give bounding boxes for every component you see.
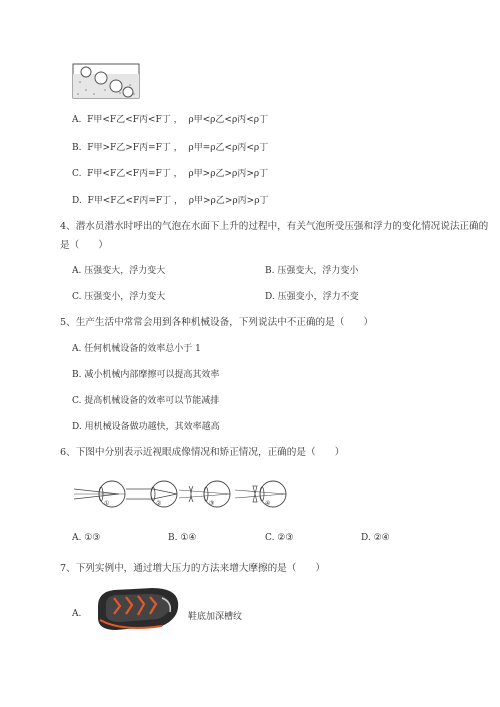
- q6-option-d[interactable]: D. ②④: [361, 533, 390, 543]
- shoe-sole-image: [92, 584, 182, 634]
- q6-option-c[interactable]: C. ②③: [265, 533, 294, 543]
- question-5-stem: 5、生产生活中常常会用到各种机械设备，下列说法中不正确的是（ ）: [60, 317, 374, 328]
- q4-option-b[interactable]: B. 压强变大，浮力变小: [265, 266, 359, 276]
- q4-option-c[interactable]: C. 压强变小，浮力变大: [72, 292, 166, 302]
- q4-option-d[interactable]: D. 压强变小，浮力不变: [265, 292, 359, 302]
- question-6-stem: 6、下图中分别表示近视眼成像情况和矫正情况，正确的是（ ）: [60, 447, 345, 458]
- q7-option-a-letter[interactable]: A.: [72, 609, 82, 619]
- figure-label-3: ③: [209, 500, 215, 507]
- q6-option-a[interactable]: A. ①③: [72, 533, 101, 543]
- q5-option-b[interactable]: B. 减小机械内部摩擦可以提高其效率: [72, 370, 220, 380]
- q7-option-a-text: 鞋底加深槽纹: [188, 612, 243, 622]
- q5-option-c[interactable]: C. 提高机械设备的效率可以节能减排: [72, 396, 220, 406]
- q5-option-d[interactable]: D. 用机械设备做功越快，其效率越高: [72, 422, 220, 432]
- option-c-top[interactable]: C. F甲<F乙<F丙=F丁 ， ρ甲>ρ乙>ρ丙>ρ丁: [72, 169, 269, 179]
- eye-diagram-4: [233, 480, 295, 512]
- q5-option-a[interactable]: A. 任何机械设备的效率总小于 1: [72, 344, 201, 354]
- option-d-top[interactable]: D. F甲<F乙<F丙=F丁 ， ρ甲>ρ乙>ρ丙>ρ丁: [72, 196, 269, 206]
- option-a-top[interactable]: A. F甲<F乙<F丙<F丁 ， ρ甲<ρ乙<ρ丙<ρ丁: [72, 115, 269, 125]
- q4-option-a[interactable]: A. 压强变大，浮力变大: [72, 266, 166, 276]
- eye-diagram-3: [177, 480, 239, 512]
- question-7-stem: 7、下列实例中，通过增大压力的方法来增大摩擦的是（ ）: [60, 563, 326, 574]
- q6-option-b[interactable]: B. ①④: [168, 533, 197, 543]
- balls-in-liquid-figure: [72, 60, 140, 100]
- option-b-top[interactable]: B. F甲>F乙>F丙=F丁 ， ρ甲=ρ乙<ρ丙<ρ丁: [72, 143, 269, 153]
- question-4-stem: 4、潜水员潜水时呼出的气泡在水面下上升的过程中，有关气泡所受压强和浮力的变化情况说法正确的 是（ ）: [60, 221, 489, 251]
- figure-label-2: ②: [156, 500, 162, 507]
- figure-label-1: ①: [104, 500, 110, 507]
- figure-label-4: ④: [265, 500, 271, 507]
